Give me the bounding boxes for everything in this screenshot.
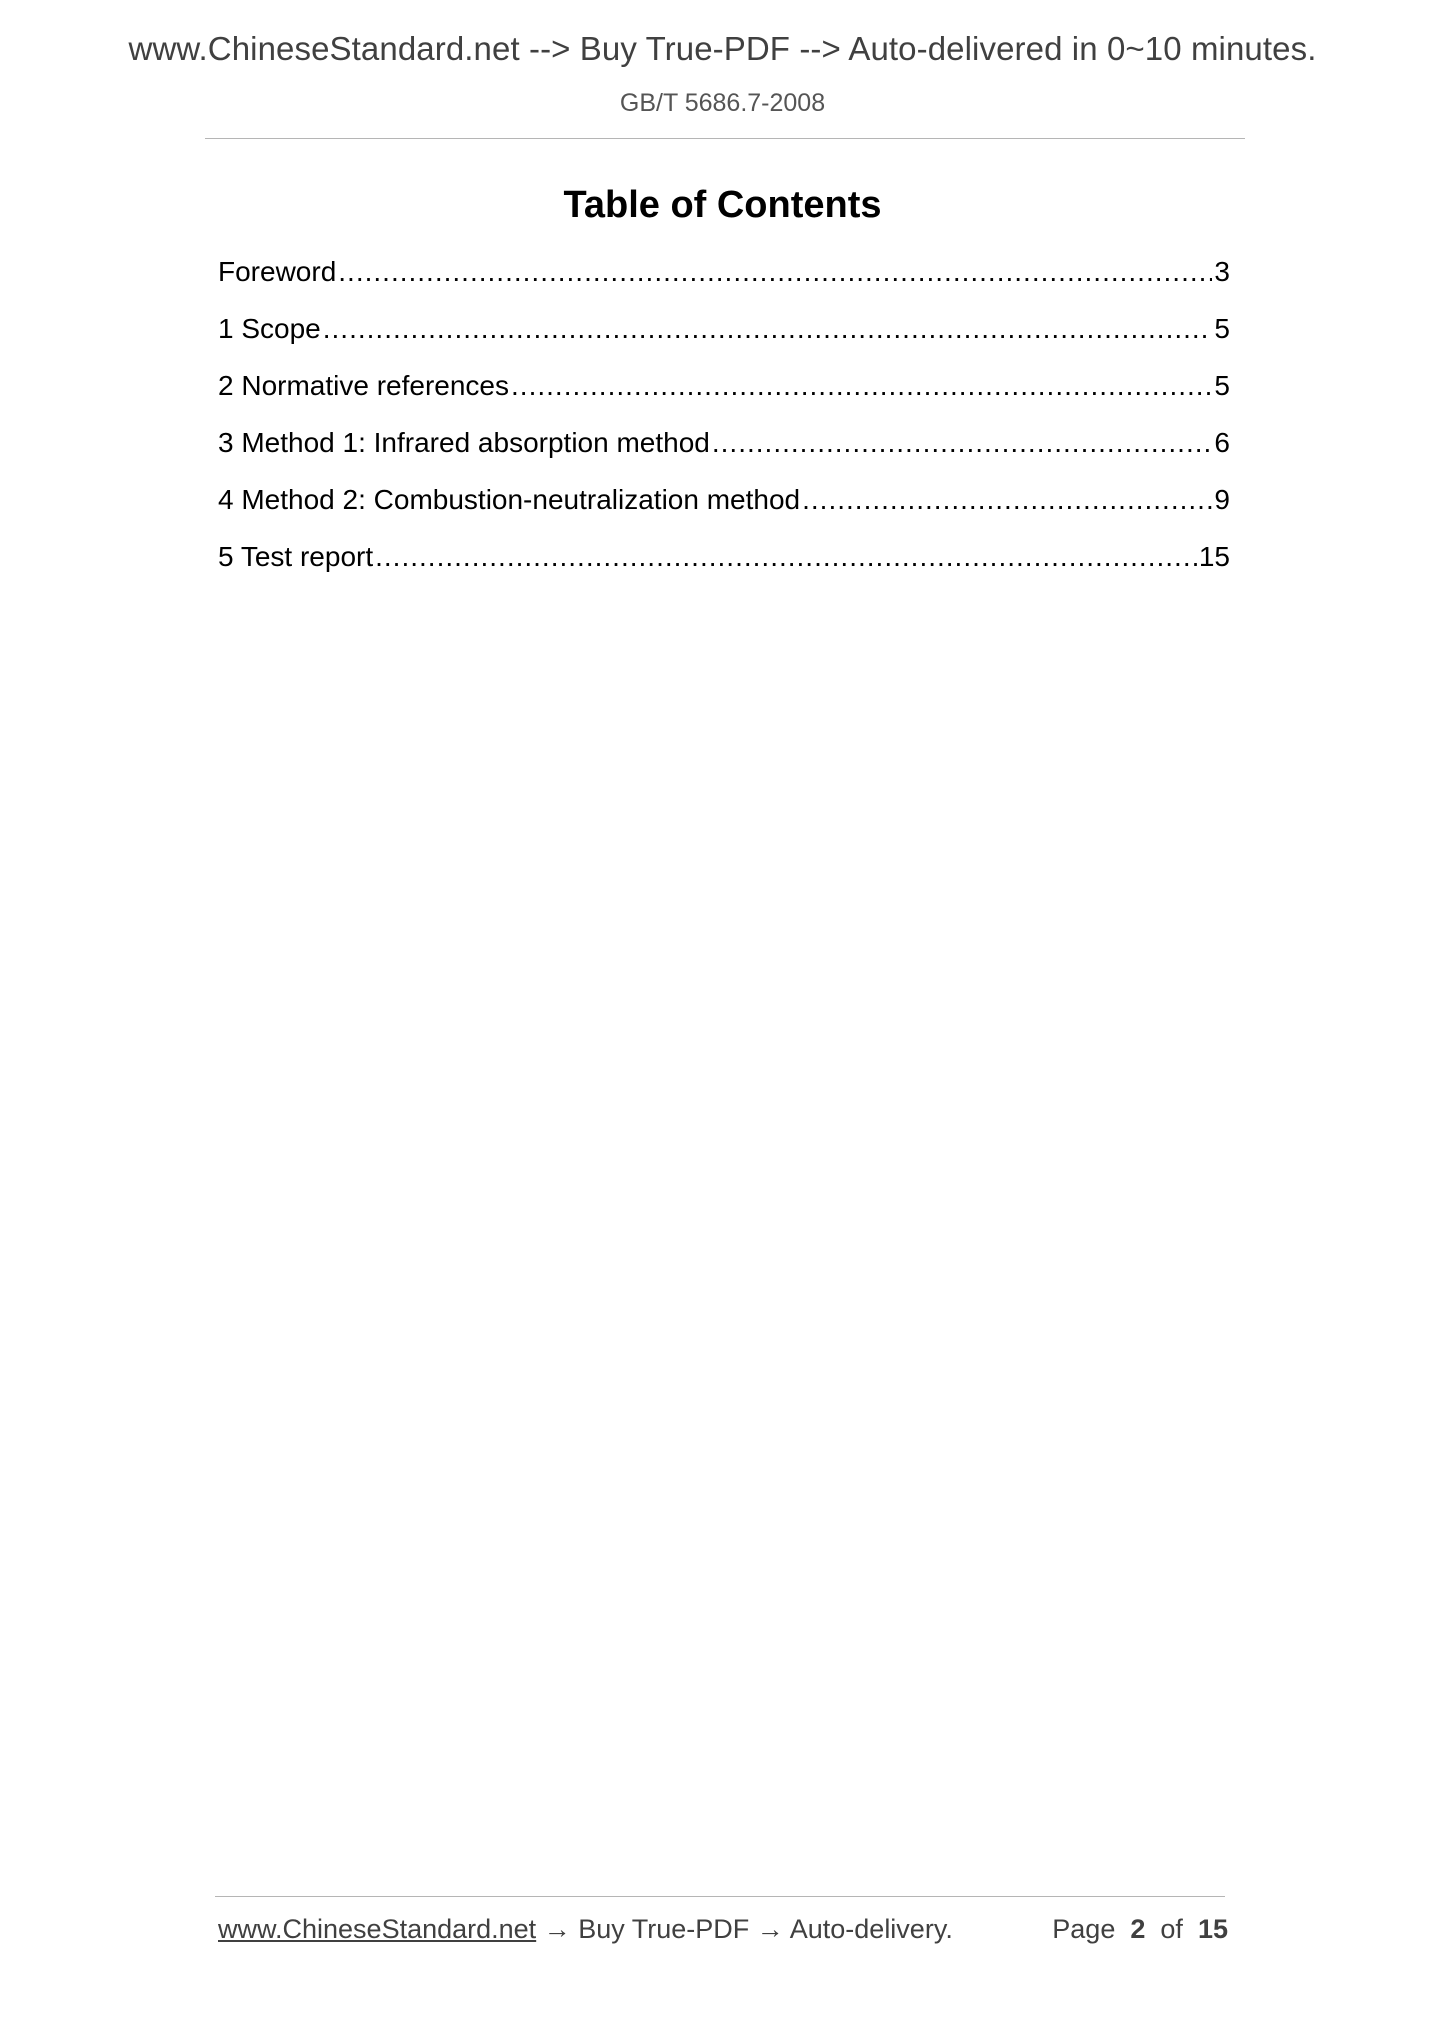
- footer-divider: [215, 1896, 1225, 1897]
- current-page-number: 2: [1130, 1914, 1146, 1944]
- page-word: Page: [1052, 1914, 1116, 1944]
- toc-entry-test-report[interactable]: [218, 541, 1230, 598]
- toc-entry-label: 2 Normative references: [218, 370, 510, 401]
- toc-entry-page: 9: [1214, 484, 1230, 515]
- toc-entry-label: 4 Method 2: Combustion-neutralization method: [218, 484, 801, 515]
- toc-entry-foreword[interactable]: [218, 256, 1230, 313]
- toc-entry-method-1[interactable]: [218, 427, 1230, 484]
- site-banner: www.ChineseStandard.net --> Buy True-PDF --> Auto-delivered in 0~10 minutes.: [128, 30, 1317, 67]
- toc-dot-leader: [511, 370, 1212, 402]
- header-divider: [205, 138, 1245, 139]
- toc-entry-page: 6: [1214, 427, 1230, 458]
- of-word: of: [1160, 1914, 1183, 1944]
- toc-entry-label: 3 Method 1: Infrared absorption method: [218, 427, 710, 458]
- page-title: Table of Contents: [563, 184, 882, 226]
- toc-entry-label: 1 Scope: [218, 313, 321, 344]
- toc-entry-scope[interactable]: [218, 313, 1230, 370]
- toc-entry-normative-references[interactable]: [218, 370, 1230, 427]
- toc-entry-page: 15: [1198, 541, 1230, 572]
- footer-tagline: → Buy True-PDF → Auto-delivery.: [536, 1914, 953, 1944]
- toc-dot-leader: [338, 256, 1212, 288]
- toc-entry-page: 5: [1214, 313, 1230, 344]
- toc-entry-label: 5 Test report: [218, 541, 374, 572]
- footer-promo: [218, 1914, 953, 1945]
- toc-entry-method-2[interactable]: [218, 484, 1230, 541]
- standard-code: GB/T 5686.7-2008: [619, 89, 826, 117]
- toc-dot-leader: [802, 484, 1212, 516]
- footer-site-link[interactable]: www.ChineseStandard.net: [218, 1914, 537, 1944]
- toc-dot-leader: [712, 427, 1213, 459]
- toc-entry-label: Foreword: [218, 256, 337, 287]
- toc-dot-leader: [375, 541, 1197, 573]
- total-pages-number: 15: [1197, 1914, 1228, 1944]
- toc-dot-leader: [323, 313, 1213, 345]
- toc-entry-page: 5: [1214, 370, 1230, 401]
- toc-entry-page: 3: [1214, 256, 1230, 287]
- table-of-contents: [218, 256, 1230, 598]
- page-indicator: [1052, 1914, 1228, 1945]
